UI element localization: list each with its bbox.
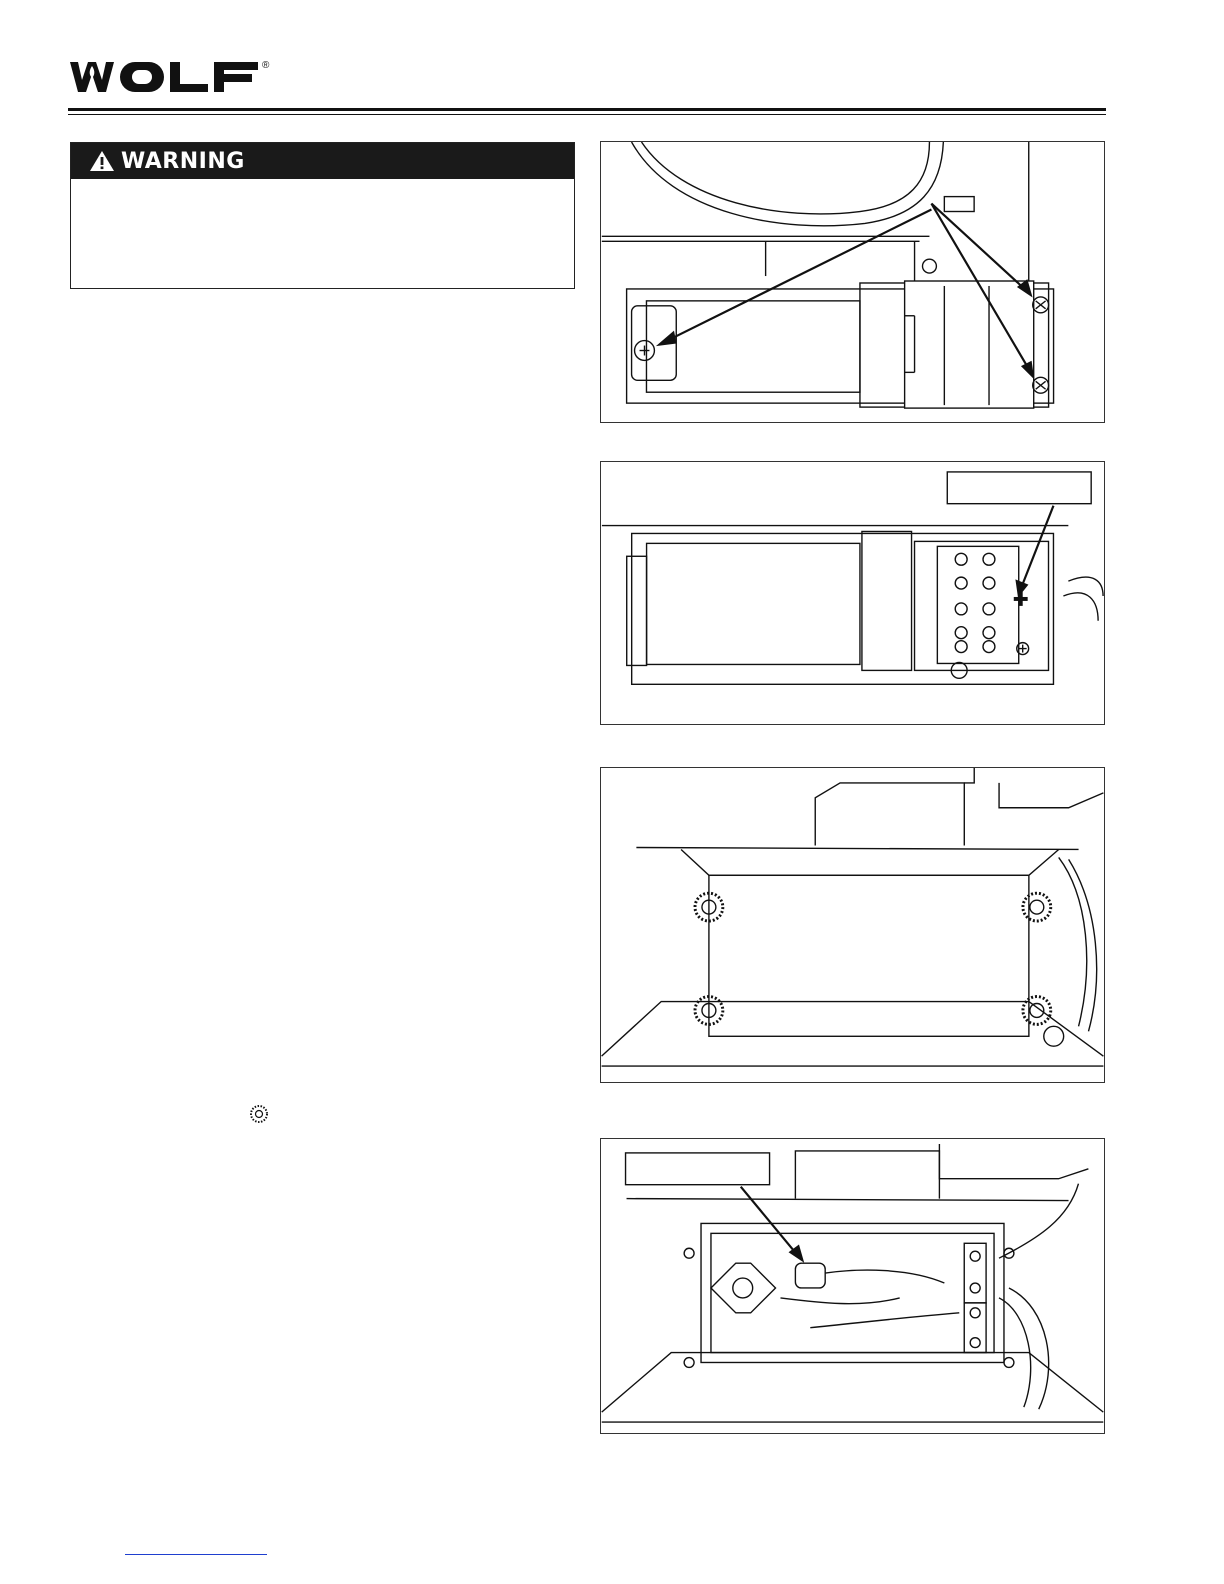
warning-triangle-icon	[89, 150, 115, 172]
warning-header	[71, 143, 574, 179]
screw-highlight-icon	[695, 893, 1051, 1024]
header-rule-thin	[68, 114, 1106, 115]
header-rule-thick	[68, 108, 1106, 111]
screw-highlight-icon	[249, 1104, 269, 1124]
cover-screws-illustration	[601, 768, 1104, 1082]
figure-4	[600, 1138, 1105, 1434]
wolf-logo-mark	[68, 56, 278, 98]
terminal-block-illustration	[601, 462, 1104, 724]
wolf-logo	[68, 56, 278, 98]
warning-label: WARNING	[121, 148, 245, 174]
figure-3	[600, 767, 1105, 1083]
registered-mark: ®	[262, 60, 270, 71]
callout-box-top-left	[626, 1153, 770, 1185]
footer-link-underline[interactable]	[125, 1554, 267, 1555]
figure-1	[600, 141, 1105, 423]
control-board-connector-illustration	[601, 1139, 1104, 1433]
figure-2	[600, 461, 1105, 725]
callout-box-top-right	[947, 472, 1091, 504]
junction-box-cover-illustration	[601, 142, 1104, 422]
warning-box	[70, 142, 575, 289]
